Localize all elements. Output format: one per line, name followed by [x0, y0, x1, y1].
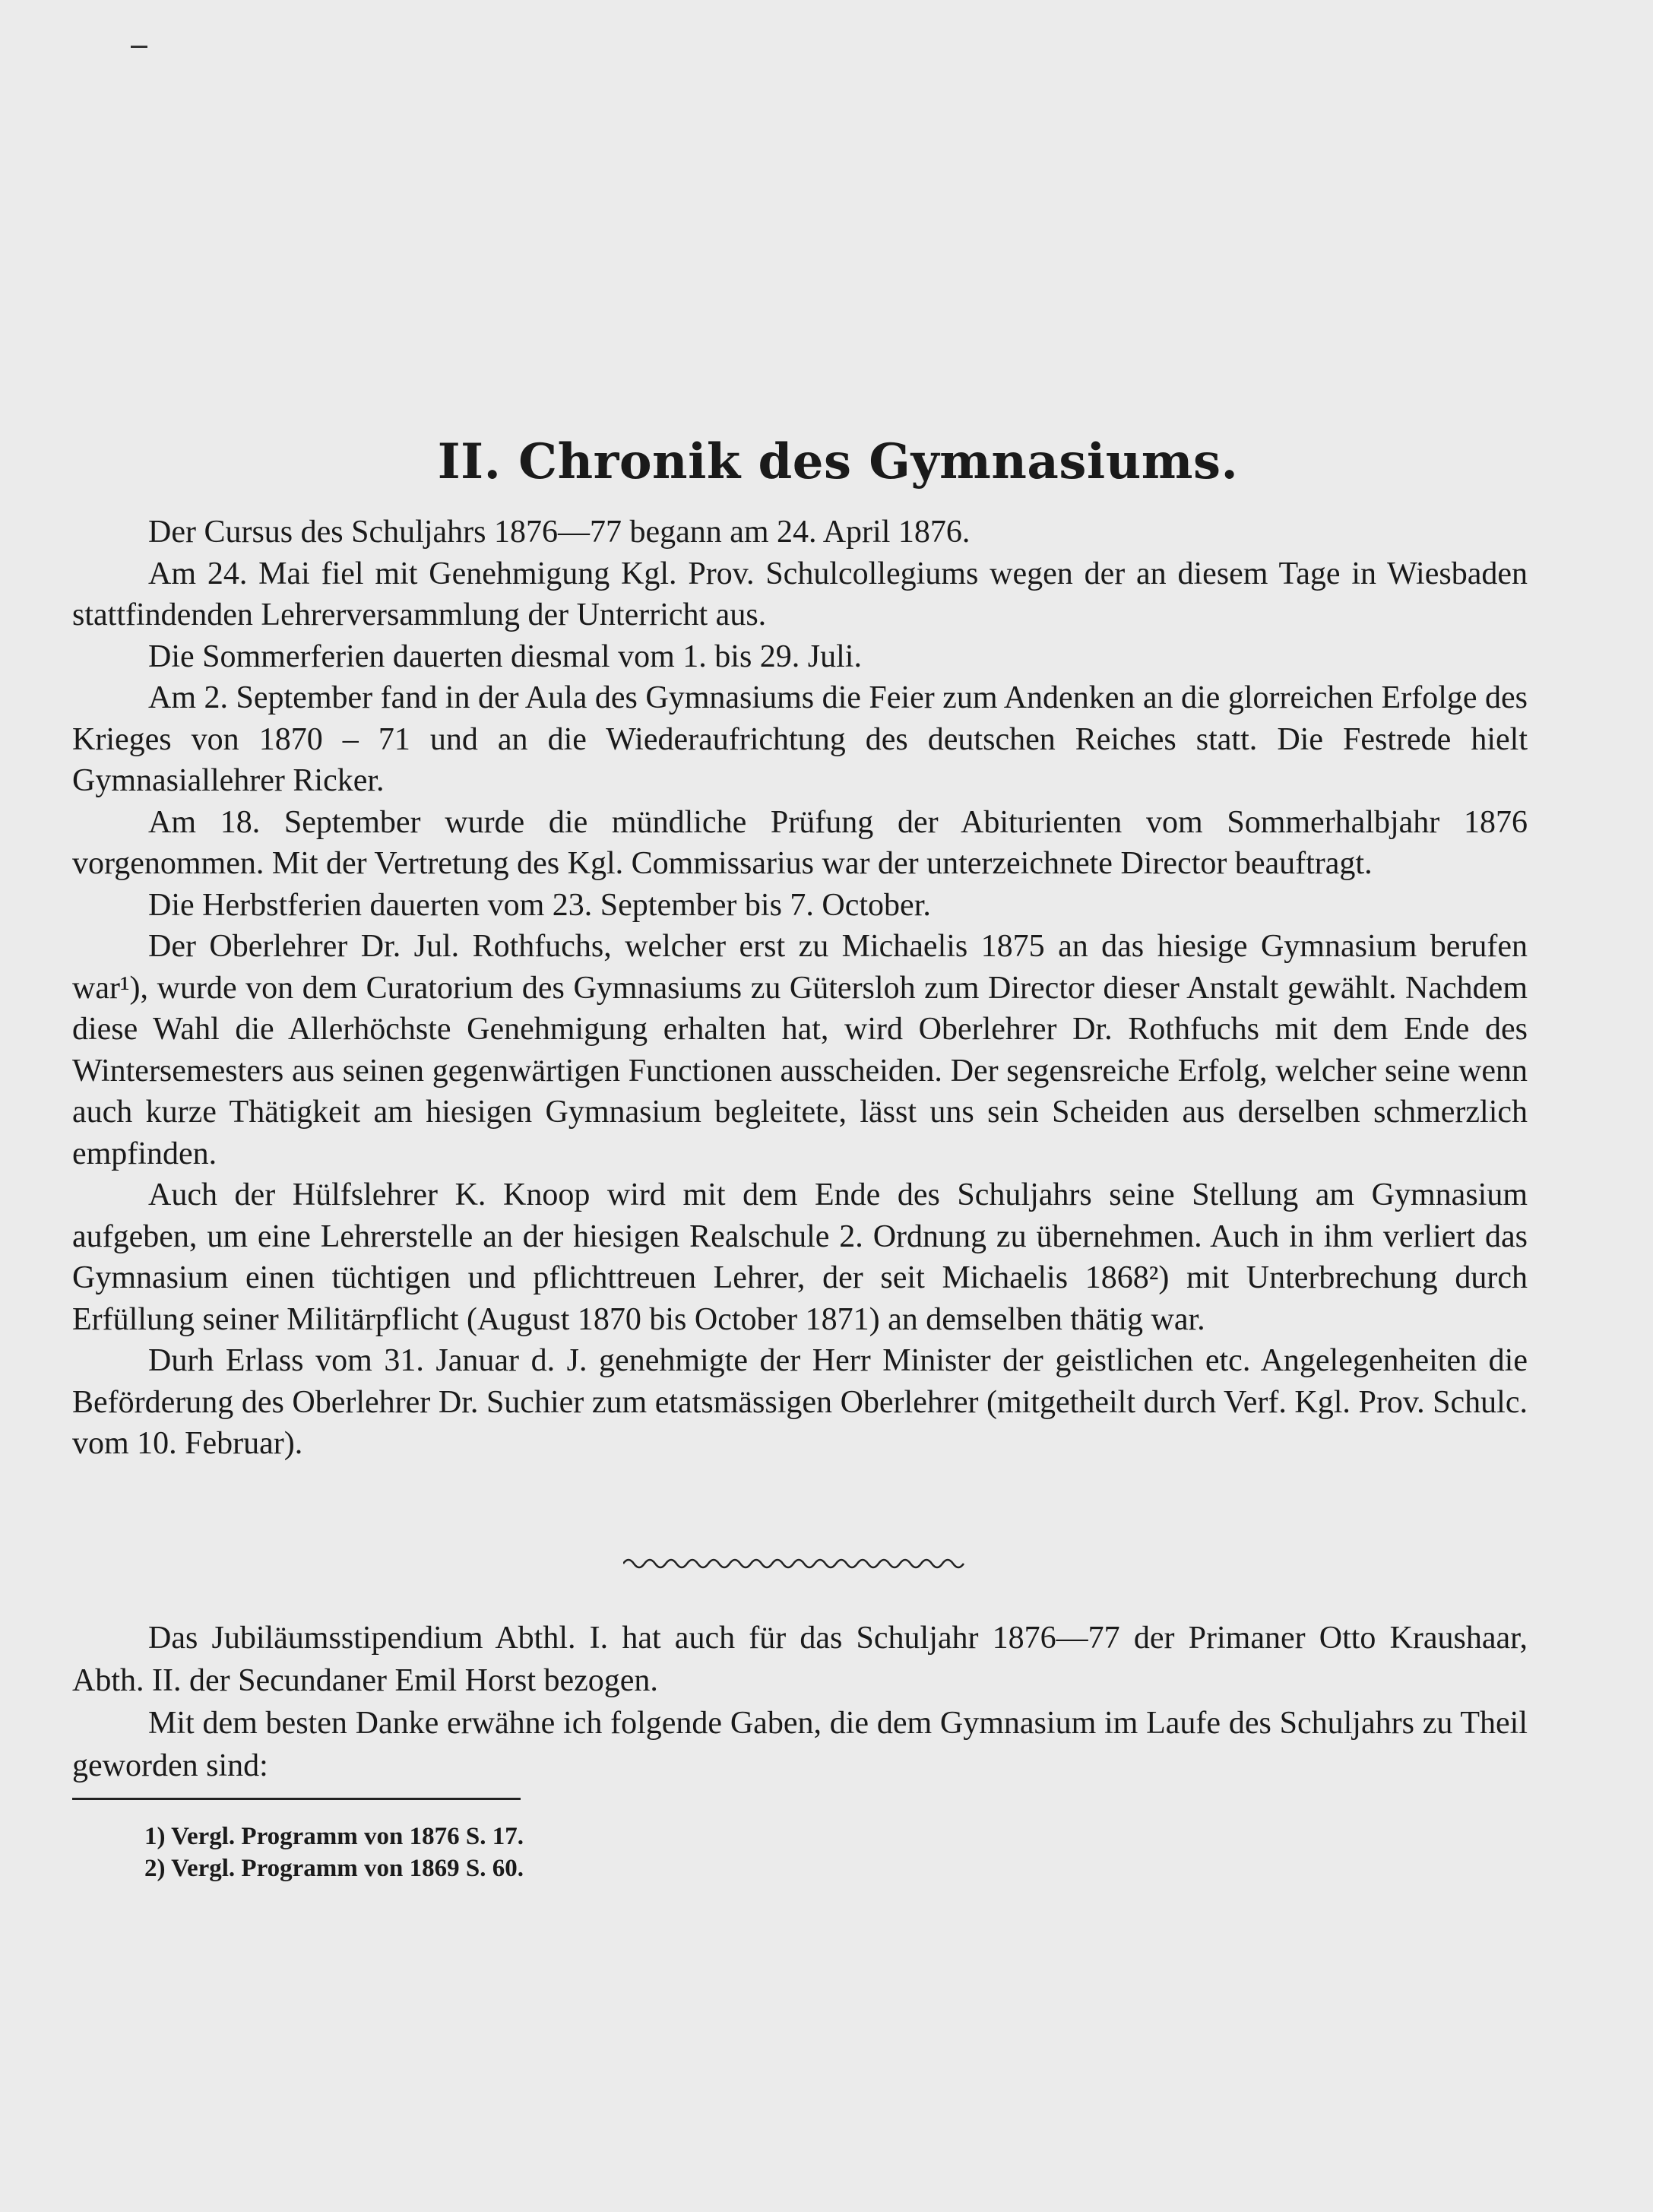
- paragraph: Auch der Hülfslehrer K. Knoop wird mit dem Ende des Schuljahrs seine Stellung am Gymnasium aufgeben, um eine Lehrerstelle an der hiesigen Realschule 2. Ordnung zu übernehmen. Auch in ihm verliert das Gymnasium einen tüchtigen und pflichttreuen Lehrer, der seit Michaelis 1868²) mit Unterbrechung durch Erfüllung seiner Militärpflicht (August 1870 bis October 1871) an demselben thätig war.: [72, 1177, 1528, 1337]
- paragraph: Der Cursus des Schuljahrs 1876—77 begann am 24. April 1876.: [148, 515, 971, 550]
- chronicle-body: [72, 512, 1528, 1465]
- footnotes: [144, 1821, 524, 1884]
- paragraph: Durh Erlass vom 31. Januar d. J. genehmigte der Herr Minister der geistlichen etc. Angelegenheiten die Beförderung des Oberlehrer Dr. Suchier zum etatsmässigen Oberlehrer (mitgetheilt durch Verf. Kgl. Prov. Schulc. vom 10. Februar).: [72, 1343, 1528, 1461]
- page-mark: [131, 46, 147, 48]
- footnote: 1) Vergl. Programm von 1876 S. 17.: [144, 1823, 524, 1850]
- paragraph: Am 2. September fand in der Aula des Gymnasiums die Feier zum Andenken an die glorreichen Erfolge des Krieges von 1870 – 71 und an die Wiederaufrichtung des deutschen Reiches statt. Die Festrede hielt Gymnasiallehrer Ricker.: [72, 680, 1528, 798]
- paragraph: Am 24. Mai fiel mit Genehmigung Kgl. Prov. Schulcollegiums wegen der an diesem Tage in Wiesbaden stattfindenden Lehrerversammlung der Unterricht aus.: [72, 556, 1528, 632]
- paragraph: Der Oberlehrer Dr. Jul. Rothfuchs, welcher erst zu Michaelis 1875 an das hiesige Gymnasium berufen war¹), wurde von dem Curatorium des Gymnasiums zu Gütersloh zum Director dieser Anstalt gewählt. Nachdem diese Wahl die Allerhöchste Genehmigung erhalten hat, wird Oberlehrer Dr. Rothfuchs mit dem Ende des Wintersemesters aus seinen gegenwärtigen Functionen ausscheiden. Der segensreiche Erfolg, welcher seine wenn auch kurze Thätigkeit am hiesigen Gymnasium begleitete, lässt uns sein Scheiden aus derselben schmerzlich empfinden.: [72, 929, 1528, 1171]
- footnote: 2) Vergl. Programm von 1869 S. 60.: [144, 1855, 524, 1882]
- paragraph: Mit dem besten Danke erwähne ich folgende Gaben, die dem Gymnasium im Laufe des Schuljahrs zu Theil geworden sind:: [72, 1706, 1528, 1783]
- ornament-divider: [623, 1552, 965, 1575]
- paragraph: Am 18. September wurde die mündliche Prüfung der Abiturienten vom Sommerhalbjahr 1876 vorgenommen. Mit der Vertretung des Kgl. Commissarius war der unterzeichnete Director beauftragt.: [72, 804, 1528, 881]
- paragraph: Die Herbstferien dauerten vom 23. September bis 7. October.: [148, 887, 931, 923]
- stipend-section: [72, 1617, 1528, 1787]
- section-title: II. Chronik des Gymnasiums.: [437, 433, 1239, 490]
- footnote-rule: [72, 1798, 521, 1800]
- paragraph: Die Sommerferien dauerten diesmal vom 1. bis 29. Juli.: [148, 639, 862, 674]
- paragraph: Das Jubiläumsstipendium Abthl. I. hat auch für das Schuljahr 1876—77 der Primaner Otto Kraushaar, Abth. II. der Secundaner Emil Horst bezogen.: [72, 1621, 1528, 1698]
